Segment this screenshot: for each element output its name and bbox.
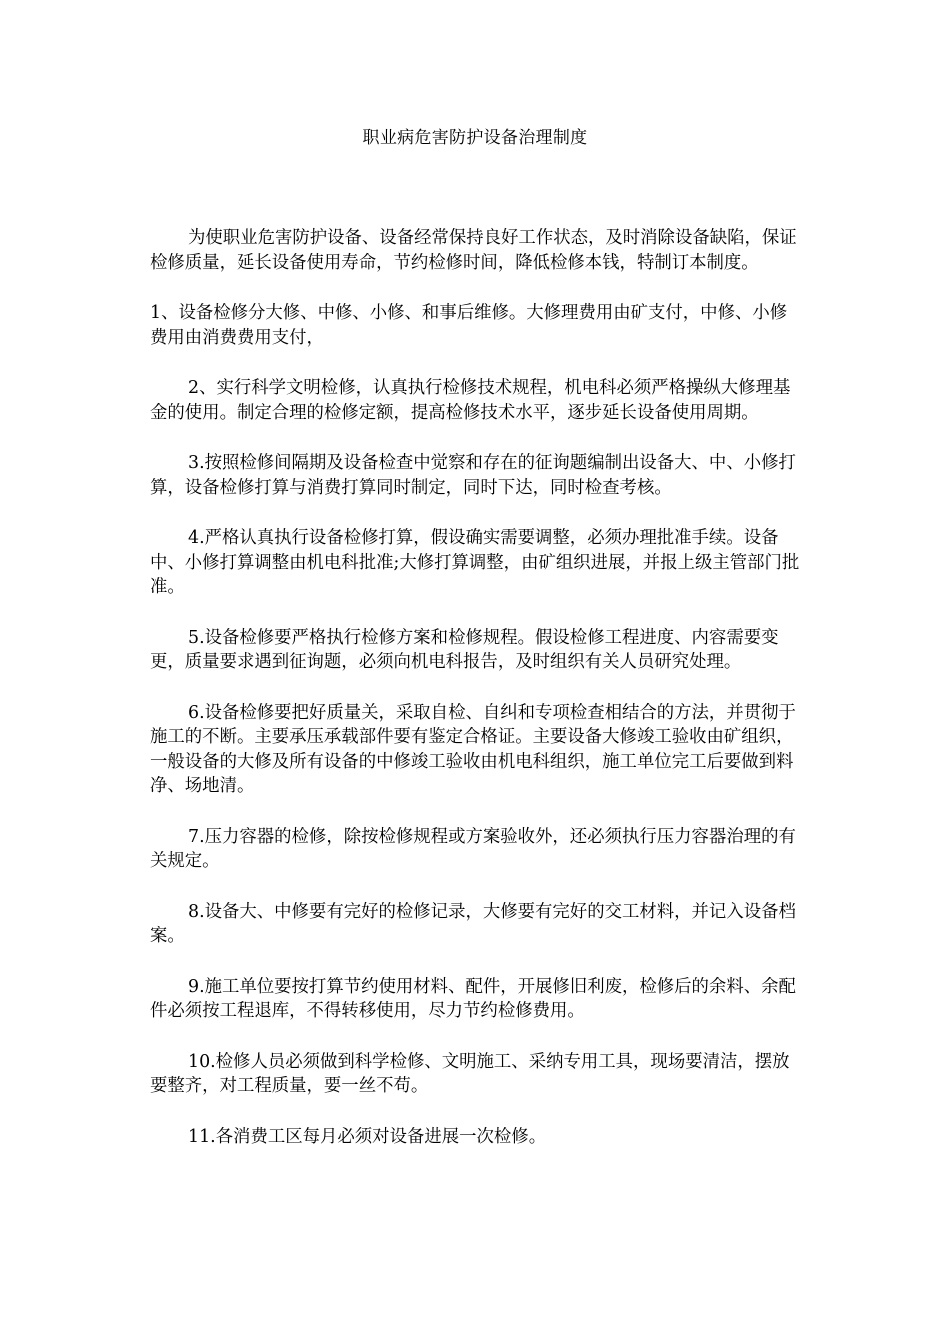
clause-9-paragraph: 9.施工单位要按打算节约使用材料、配件，开展修旧利废，检修后的余料、余配件必须按工程退库，不得转移使用，尽力节约检修费用。 [150, 976, 796, 1021]
clause-5-paragraph: 5.设备检修要严格执行检修方案和检修规程。假设检修工程进度、内容需要变更，质量要求遇到征询题，必须向机电科报告，及时组织有关人员研究处理。 [150, 627, 779, 672]
clause-10-paragraph: 10.检修人员必须做到科学检修、文明施工、采纳专用工具，现场要清洁，摆放要整齐，对工程质量，要一丝不苟。 [150, 1051, 790, 1096]
clause-11-paragraph: 11.各消费工区每月必须对设备进展一次检修。 [188, 1126, 547, 1147]
document-title: 职业病危害防护设备治理制度 [362, 128, 588, 148]
clause-6-paragraph: 6.设备检修要把好质量关，采取自检、自纠和专项检查相结合的方法，并贯彻于施工的不断。主要承压承载部件要有鉴定合格证。主要设备大修竣工验收由矿组织，一般设备的大修及所有设备的中修竣工验收由机电科组织，施工单位完工后要做到料净、场地清。 [150, 702, 796, 796]
clause-7-paragraph: 7.压力容器的检修，除按检修规程或方案验收外，还必须执行压力容器治理的有关规定。 [150, 826, 796, 871]
clause-8-paragraph: 8.设备大、中修要有完好的检修记录，大修要有完好的交工材料，并记入设备档案。 [150, 901, 796, 946]
document-body [150, 226, 800, 1175]
clause-4-paragraph: 4.严格认真执行设备检修打算，假设确实需要调整，必须办理批准手续。设备中、小修打算调整由机电科批准;大修打算调整，由矿组织进展，并报上级主管部门批准。 [150, 528, 800, 597]
clause-3-paragraph: 3.按照检修间隔期及设备检查中觉察和存在的征询题编制出设备大、中、小修打算，设备检修打算与消费打算同时制定，同时下达，同时检查考核。 [150, 453, 796, 498]
clause-1-paragraph: 1、设备检修分大修、中修、小修、和事后维修。大修理费用由矿支付，中修、小修费用由消费费用支付， [150, 303, 788, 348]
intro-paragraph: 为使职业危害防护设备、设备经常保持良好工作状态，及时消除设备缺陷，保证检修质量，延长设备使用寿命，节约检修时间，降低检修本钱，特制订本制度。 [150, 228, 797, 273]
clause-2-paragraph: 2、实行科学文明检修，认真执行检修技术规程，机电科必须严格操纵大修理基金的使用。制定合理的检修定额，提高检修技术水平，逐步延长设备使用周期。 [150, 378, 791, 423]
